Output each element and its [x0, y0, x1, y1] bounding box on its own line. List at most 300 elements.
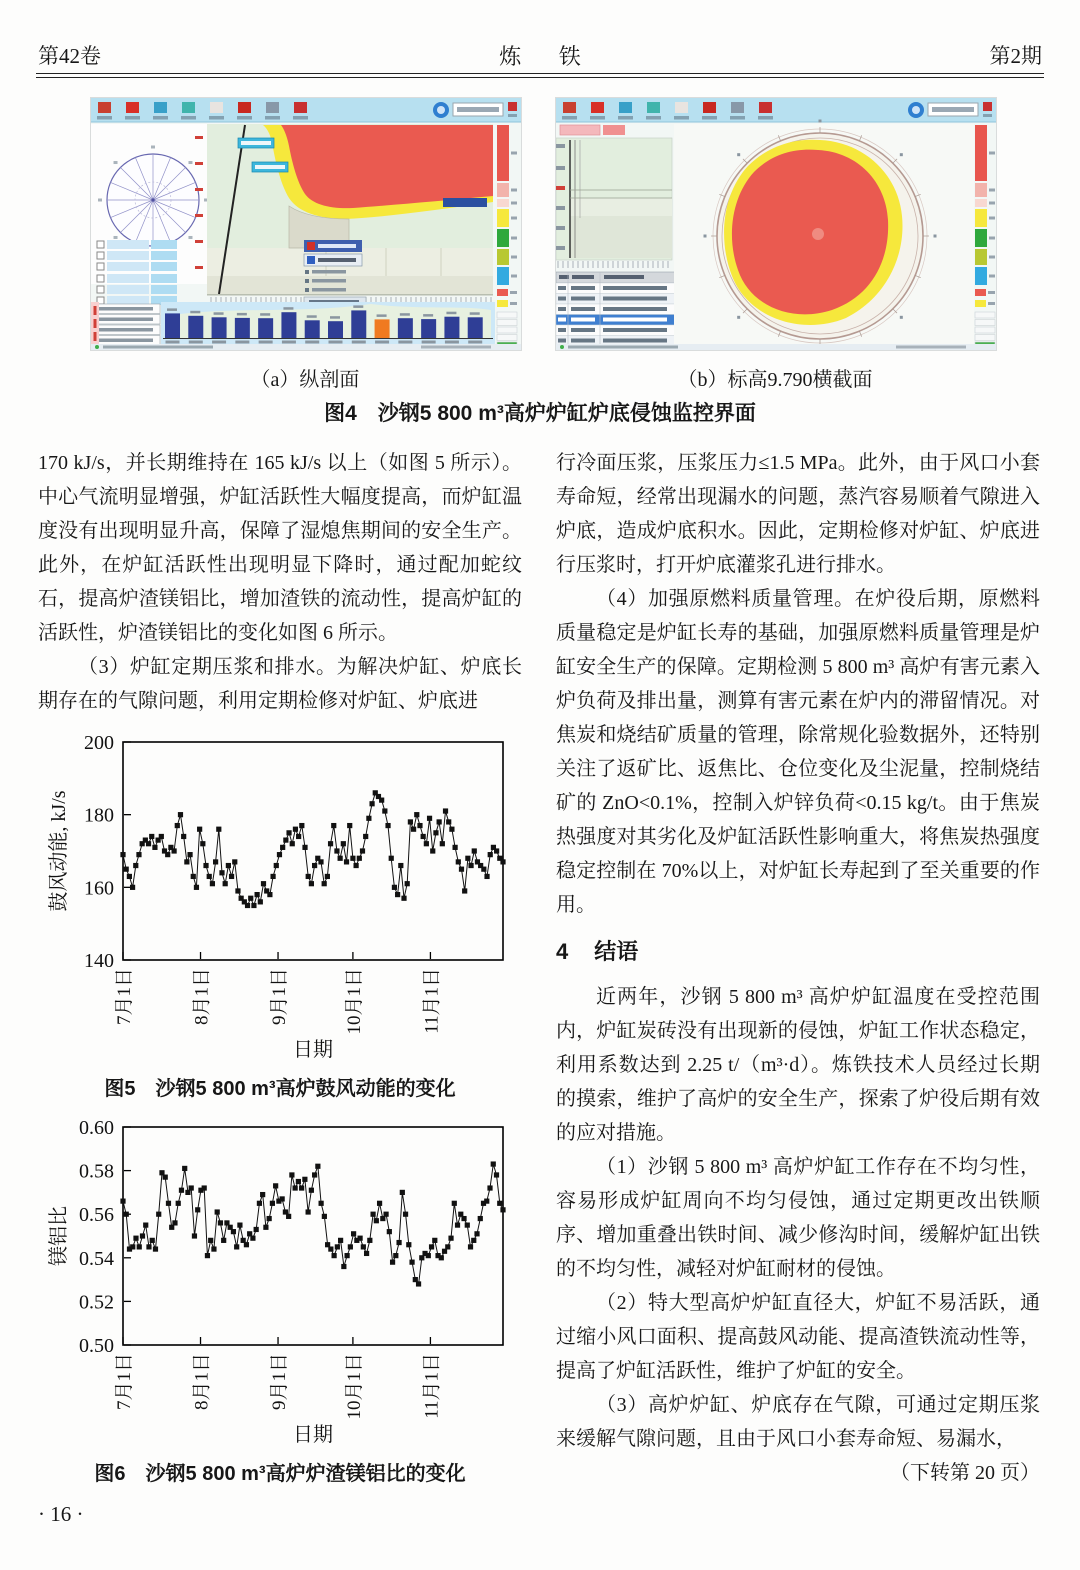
data-marker — [261, 881, 266, 886]
vertical-red-label-text — [94, 319, 97, 328]
elevation-mark — [195, 162, 203, 165]
toolbar-icon-label — [618, 116, 633, 120]
layer-row-index — [558, 297, 566, 301]
data-marker — [449, 827, 454, 832]
toolbar-icon — [591, 102, 604, 113]
bar-value-label — [400, 313, 410, 316]
bar-x-label — [189, 341, 203, 344]
elevation-scale-label — [556, 246, 565, 250]
data-marker — [178, 812, 183, 817]
data-marker — [302, 1177, 307, 1182]
legend-row — [497, 312, 517, 318]
data-marker — [366, 816, 371, 821]
option-bullet — [305, 279, 309, 283]
daily-bar — [305, 320, 320, 338]
data-marker — [136, 852, 141, 857]
param-value-cell — [151, 285, 177, 294]
legend-row — [497, 327, 517, 333]
bar-legend-text — [97, 318, 153, 322]
bar-value-label — [214, 312, 224, 315]
data-marker — [133, 1236, 138, 1241]
data-marker — [338, 1238, 343, 1243]
toolbar-icon — [647, 102, 660, 113]
color-scale-segment — [975, 125, 987, 181]
data-marker — [452, 1201, 457, 1206]
figure6-block — [38, 1117, 522, 1488]
data-marker — [385, 823, 390, 828]
data-marker — [348, 1244, 353, 1249]
elevation-mark — [195, 188, 203, 191]
data-marker — [387, 1229, 392, 1234]
data-marker — [219, 870, 224, 875]
body-paragraph: （3）炉缸定期压浆和排水。为解决炉缸、炉底长期存在的气隙问题，利用定期检修对炉缸、炉底进 — [38, 656, 522, 712]
y-tick-label: 140 — [84, 950, 114, 972]
right-column — [556, 446, 1040, 1490]
legend-row — [975, 335, 995, 341]
layer-row-elevation — [571, 307, 595, 311]
plot-frame — [123, 1127, 503, 1345]
x-tick-label: 9月1日 — [269, 1353, 291, 1411]
color-scale-label — [511, 256, 517, 259]
toolbar-icon — [619, 102, 632, 113]
layer-row-elevation — [571, 286, 595, 290]
option-text — [312, 270, 346, 274]
color-scale-segment — [975, 249, 987, 265]
data-marker — [334, 848, 339, 853]
data-marker — [258, 899, 263, 904]
data-marker — [328, 841, 333, 846]
bar-value-label — [446, 312, 456, 315]
data-marker — [335, 1244, 340, 1249]
data-marker — [328, 1246, 333, 1251]
toolbar-icon-label — [730, 116, 745, 120]
x-tick-label: 8月1日 — [191, 1353, 213, 1411]
color-scale-label — [511, 217, 517, 220]
bar-legend-text — [97, 339, 153, 343]
layer-row-elevation — [571, 297, 595, 301]
bar-value-label — [167, 308, 177, 311]
data-marker — [406, 1242, 411, 1247]
data-marker — [312, 863, 317, 868]
data-marker — [437, 819, 442, 824]
data-marker — [354, 863, 359, 868]
layer-row-index — [558, 307, 566, 311]
toolbar-icon — [154, 102, 167, 113]
y-tick-label: 160 — [84, 877, 114, 900]
data-marker — [491, 1161, 496, 1166]
color-scale-segment — [975, 209, 987, 227]
x-tick-label: 11月1日 — [421, 1353, 443, 1419]
color-scale-label — [511, 202, 517, 205]
data-marker — [414, 812, 419, 817]
thermocouple-label-text — [255, 165, 285, 169]
monitor-screenshot-longitudinal-section — [90, 97, 522, 351]
figure6-caption: 图6 沙钢5 800 m³高炉炉渣镁铝比的变化 — [94, 1463, 466, 1485]
data-marker — [208, 1238, 213, 1243]
data-marker — [194, 885, 199, 890]
radar-tick-label — [188, 236, 192, 239]
center-marker — [812, 228, 824, 240]
vertical-red-label-text — [94, 306, 97, 315]
data-marker — [309, 881, 314, 886]
color-scale-label — [989, 275, 995, 278]
data-marker — [124, 1212, 129, 1217]
data-line — [123, 1164, 503, 1284]
x-tick-label: 7月1日 — [114, 1353, 135, 1411]
data-marker — [216, 827, 221, 832]
option-bullet — [305, 288, 309, 292]
data-marker — [459, 867, 464, 872]
color-scale-label — [989, 152, 995, 155]
bar-x-label — [166, 341, 180, 344]
toolbar-icon — [759, 102, 772, 113]
exit-icon-label — [983, 114, 992, 117]
data-marker — [200, 841, 205, 846]
color-scale-label — [989, 202, 995, 205]
data-marker — [195, 1207, 200, 1212]
data-marker — [465, 1223, 470, 1228]
option-text — [312, 279, 346, 283]
data-marker — [130, 885, 135, 890]
data-marker — [175, 823, 180, 828]
status-text-right — [421, 346, 491, 349]
data-marker — [210, 881, 215, 886]
data-marker — [344, 859, 349, 864]
data-marker — [289, 1172, 294, 1177]
data-marker — [273, 1183, 278, 1188]
data-marker — [325, 874, 330, 879]
data-marker — [229, 874, 234, 879]
data-marker — [257, 1201, 262, 1206]
data-marker — [152, 845, 157, 850]
x-axis-label: 日期 — [293, 1424, 333, 1446]
bar-x-label — [305, 341, 319, 344]
data-marker — [159, 834, 164, 839]
data-marker — [218, 1220, 223, 1225]
left-column — [38, 446, 522, 1494]
ring-direction-label — [819, 120, 822, 123]
toolbar-icon-label — [758, 116, 773, 120]
data-marker — [484, 874, 489, 879]
toolbar-icon — [238, 102, 251, 113]
data-marker — [146, 841, 151, 846]
y-tick-label: 0.56 — [79, 1204, 114, 1227]
data-marker — [374, 1218, 379, 1223]
data-marker — [127, 874, 132, 879]
toolbar-icon-label — [265, 116, 280, 120]
data-marker — [312, 1172, 317, 1177]
erosion-hot-region — [281, 125, 493, 208]
bar-x-label — [329, 341, 343, 344]
data-marker — [203, 863, 208, 868]
data-marker — [234, 1244, 239, 1249]
legend-erosion-swatch — [975, 289, 986, 296]
layer-row-index — [558, 339, 566, 343]
bar-legend-text — [97, 307, 153, 311]
data-marker — [497, 1201, 502, 1206]
figure5-chart — [45, 732, 515, 1064]
status-dot — [560, 345, 564, 349]
daily-bar — [281, 312, 296, 338]
toolbar-icon-label — [209, 116, 224, 120]
toolbar-icon — [294, 102, 307, 113]
data-marker — [140, 1233, 145, 1238]
data-marker — [367, 1238, 372, 1243]
option-text — [312, 288, 346, 292]
daily-bar — [258, 318, 273, 338]
bar-x-label — [468, 341, 482, 344]
color-scale-label — [511, 152, 517, 155]
data-marker — [361, 1244, 366, 1249]
daily-bar — [235, 318, 250, 338]
ring-direction-label — [900, 316, 903, 319]
color-scale-segment — [975, 183, 987, 197]
data-marker — [433, 830, 438, 835]
data-marker — [223, 881, 228, 886]
checkbox — [97, 286, 104, 293]
data-marker — [421, 834, 426, 839]
daily-bar — [328, 321, 343, 338]
data-marker — [392, 885, 397, 890]
data-marker — [270, 1201, 275, 1206]
data-marker — [350, 856, 355, 861]
plot-frame — [123, 742, 503, 960]
data-marker — [468, 863, 473, 868]
data-marker — [432, 1238, 437, 1243]
toolbar-icon — [98, 102, 111, 113]
legend-row — [975, 320, 995, 326]
journal-title: 炼 铁 — [499, 44, 597, 69]
ring-direction-label — [737, 153, 740, 156]
section-title: 结语 — [594, 939, 639, 964]
status-text — [568, 346, 678, 349]
bar-value-label — [330, 316, 340, 319]
checkbox — [97, 263, 104, 270]
data-marker — [280, 845, 285, 850]
param-name-cell — [107, 296, 149, 305]
data-marker — [309, 1188, 314, 1193]
legend-label — [988, 291, 995, 294]
bar-value-label — [190, 311, 200, 314]
checkbox — [97, 275, 104, 282]
data-marker — [215, 1209, 220, 1214]
data-marker — [494, 848, 499, 853]
data-marker — [274, 863, 279, 868]
legend-row — [975, 312, 995, 318]
data-marker — [484, 1199, 489, 1204]
section-number: 4 — [556, 939, 569, 964]
data-marker — [267, 892, 272, 897]
legend-1150-swatch — [975, 300, 986, 307]
layer-row-index — [558, 328, 566, 332]
data-marker — [370, 1212, 375, 1217]
issue-label: 第2期 — [989, 44, 1042, 68]
figure4-caption: 图4 沙钢5 800 m³高炉炉缸炉底侵蚀监控界面 — [324, 402, 756, 425]
continued-note: （下转第 20 页） — [890, 1462, 1040, 1484]
color-scale-label — [511, 189, 517, 192]
data-marker — [296, 834, 301, 839]
color-scale-label — [511, 237, 517, 240]
x-tick-label: 11月1日 — [421, 968, 443, 1034]
data-marker — [166, 1201, 171, 1206]
daily-bar — [421, 319, 436, 338]
exit-icon — [983, 102, 992, 111]
radar-tick-label — [98, 199, 102, 202]
ring-direction-label — [900, 153, 903, 156]
toolbar-icon — [703, 102, 716, 113]
toolbar-icon-label — [590, 116, 605, 120]
layer-row-name — [603, 297, 667, 301]
data-marker — [364, 1251, 369, 1256]
data-marker — [191, 874, 196, 879]
legend-label — [988, 302, 995, 305]
data-marker — [286, 1214, 291, 1219]
data-marker — [182, 1166, 187, 1171]
param-value-cell — [151, 274, 177, 283]
data-marker — [401, 896, 406, 901]
data-marker — [248, 896, 253, 901]
data-marker — [179, 1188, 184, 1193]
data-marker — [306, 1209, 311, 1214]
data-marker — [465, 856, 470, 861]
data-marker — [448, 1236, 453, 1241]
color-scale-label — [989, 217, 995, 220]
layer-row-name — [603, 307, 667, 311]
bar-value-label — [237, 313, 247, 316]
param-value-cell — [151, 262, 177, 271]
data-marker — [231, 1229, 236, 1234]
data-marker — [474, 1231, 479, 1236]
color-scale-label — [989, 189, 995, 192]
data-marker — [277, 852, 282, 857]
x-tick-label: 10月1日 — [343, 968, 365, 1035]
data-marker — [487, 1185, 492, 1190]
data-marker — [468, 1244, 473, 1249]
data-marker — [245, 903, 250, 908]
toolbar-icon-label — [562, 116, 577, 120]
data-marker — [226, 863, 231, 868]
data-marker — [244, 1242, 249, 1247]
legend-row — [497, 320, 517, 326]
data-marker — [293, 1185, 298, 1190]
data-marker — [267, 1216, 272, 1221]
bar-value-label — [307, 315, 317, 318]
data-marker — [299, 1185, 304, 1190]
toolbar-icon-label — [181, 116, 196, 120]
y-axis-label: 鼓风动能, kJ/s — [48, 790, 70, 912]
data-marker — [235, 888, 240, 893]
data-marker — [250, 1236, 255, 1241]
data-marker — [462, 888, 467, 893]
x-tick-label: 8月1日 — [191, 968, 213, 1026]
daily-bar — [398, 318, 413, 338]
daily-bar — [375, 319, 390, 338]
data-marker — [202, 1185, 207, 1190]
data-marker — [398, 863, 403, 868]
toolbar-icon — [731, 102, 744, 113]
color-scale-segment — [497, 125, 509, 181]
table-header-text — [572, 275, 594, 279]
hologram-button-icon — [307, 242, 315, 250]
body-paragraph: 170 kJ/s，并长期维持在 165 kJ/s 以上（如图 5 所示）。中心气流明显增强，炉缸活跃性大幅度提高，而炉缸温度没有出现明显升高，保障了湿熄焦期间的安全生产。此外，在炉缸活跃性出现明显下降时，通过配加蛇纹石，提高炉渣镁铝比，增加渣铁的流动性，提高炉缸的活跃性，炉渣镁铝比的变化如图 6 所示。 — [38, 452, 522, 644]
data-marker — [338, 856, 343, 861]
data-marker — [165, 852, 170, 857]
data-marker — [363, 834, 368, 839]
data-marker — [396, 1240, 401, 1245]
x-tick-label: 7月1日 — [114, 968, 135, 1026]
data-marker — [426, 1253, 431, 1258]
toolbar-icon — [563, 102, 576, 113]
y-tick-label: 0.52 — [79, 1291, 114, 1314]
bar-x-label — [235, 341, 249, 344]
y-axis-label: 镁铝比 — [48, 1206, 70, 1266]
bar-x-label — [445, 341, 459, 344]
header-rule — [36, 73, 1044, 78]
data-marker — [417, 823, 422, 828]
data-marker — [377, 1201, 382, 1206]
section-heading — [556, 936, 1040, 968]
view-tab — [560, 125, 600, 135]
data-marker — [379, 798, 384, 803]
param-value-cell — [151, 240, 177, 249]
legend-row — [497, 335, 517, 341]
x-tick-label: 10月1日 — [343, 1353, 365, 1420]
data-marker — [471, 1238, 476, 1243]
radar-center — [151, 198, 154, 201]
layer-row-index — [558, 318, 566, 322]
data-marker — [322, 881, 327, 886]
bar-x-label — [259, 341, 273, 344]
data-marker — [299, 823, 304, 828]
figure5-block — [38, 732, 522, 1103]
color-scale-segment — [497, 229, 509, 247]
color-scale-label — [989, 237, 995, 240]
data-marker — [427, 816, 432, 821]
param-name-cell — [107, 262, 149, 271]
data-marker — [270, 874, 275, 879]
toolbar-icon-label — [237, 116, 252, 120]
data-marker — [124, 867, 129, 872]
data-marker — [237, 1223, 242, 1228]
color-scale-segment — [497, 183, 509, 197]
data-marker — [393, 1253, 398, 1258]
body-paragraph: （3）高炉炉缸、炉底存在气隙，可通过定期压浆来缓解气隙问题，且由于风口小套寿命短、易漏水， — [556, 1394, 1040, 1450]
data-marker — [319, 1201, 324, 1206]
data-marker — [187, 852, 192, 857]
erosion-depth-label — [443, 198, 487, 207]
data-marker — [156, 1212, 161, 1217]
data-marker — [192, 1233, 197, 1238]
data-marker — [390, 1260, 395, 1265]
layer-row-index — [558, 286, 566, 290]
checkbox — [97, 252, 104, 259]
data-marker — [395, 892, 400, 897]
data-marker — [408, 819, 413, 824]
color-scale-segment — [497, 209, 509, 227]
status-text — [103, 346, 213, 349]
bar-value-label — [353, 305, 363, 308]
monitor-screenshot-cross-section — [555, 97, 997, 351]
data-marker — [133, 863, 138, 868]
elevation-scale-label — [556, 166, 565, 170]
param-name-cell — [107, 285, 149, 294]
data-marker — [149, 834, 154, 839]
data-marker — [254, 1227, 259, 1232]
table-header-text — [559, 275, 569, 279]
datetime-text — [932, 107, 974, 112]
data-marker — [440, 841, 445, 846]
hologram-button-text — [318, 244, 356, 248]
